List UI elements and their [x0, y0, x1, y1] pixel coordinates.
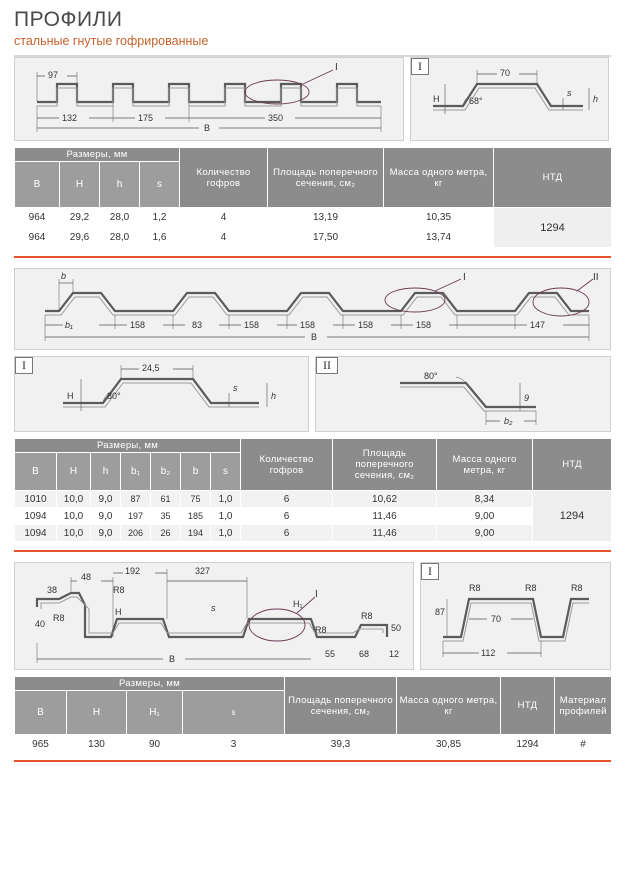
cell-H1: 90 — [127, 735, 183, 754]
profile-drawing-1 — [14, 57, 404, 141]
cell-area: 11,46 — [333, 525, 437, 542]
svg-text:s: s — [233, 383, 238, 393]
cell-ntd: 1294 — [494, 208, 612, 248]
cell-H: 29,2 — [60, 208, 100, 228]
svg-text:80°: 80° — [424, 371, 438, 381]
svg-text:70: 70 — [500, 68, 511, 78]
detail-badge-I: I — [15, 357, 33, 374]
svg-text:H: H — [67, 391, 74, 401]
cell-material: # — [555, 735, 612, 754]
cell-area: 17,50 — [268, 228, 384, 248]
table-row — [15, 491, 612, 508]
callout-label-I: I — [335, 62, 338, 73]
cell-mass: 30,85 — [397, 735, 501, 754]
group-header-ntd: НТД — [533, 439, 612, 491]
cell-H: 10,0 — [57, 491, 91, 508]
specs-table-1 — [14, 147, 612, 248]
subheader-H: H — [57, 453, 91, 491]
subheader-H: H — [67, 691, 127, 735]
svg-text:B: B — [169, 654, 176, 664]
svg-text:158: 158 — [300, 320, 316, 330]
cell-count: 6 — [241, 491, 333, 508]
svg-text:12: 12 — [389, 649, 400, 659]
group-header-ntd: НТД — [501, 677, 555, 735]
table-row — [15, 525, 612, 542]
cell-h: 9,0 — [91, 508, 121, 525]
cell-b: 75 — [181, 491, 211, 508]
page-header — [0, 0, 625, 49]
svg-text:I: I — [315, 589, 318, 600]
cell-area: 13,19 — [268, 208, 384, 228]
cell-count: 6 — [241, 508, 333, 525]
cell-H: 10,0 — [57, 525, 91, 542]
subheader-H1: H₁ — [127, 691, 183, 735]
drawing-row-1 — [14, 57, 611, 141]
table-row — [15, 508, 612, 525]
cell-mass: 9,00 — [437, 525, 533, 542]
group-header-sizes: Размеры, мм — [15, 677, 285, 691]
cell-count: 4 — [180, 228, 268, 248]
cell-count: 4 — [180, 208, 268, 228]
cell-b1: 197 — [121, 508, 151, 525]
cell-s: 1,0 — [211, 525, 241, 542]
cell-count: 6 — [241, 525, 333, 542]
svg-text:b₂: b₂ — [504, 416, 513, 426]
cell-B: 1094 — [15, 508, 57, 525]
subheader-H: H — [60, 162, 100, 208]
cell-b2: 61 — [151, 491, 181, 508]
detail-row-2 — [14, 356, 611, 432]
group-header-mass: Масса одного метра, кг — [437, 439, 533, 491]
cell-B: 965 — [15, 735, 67, 754]
cell-B: 1010 — [15, 491, 57, 508]
group-header-area: Площадь поперечного сечения, см₂ — [333, 439, 437, 491]
cell-area: 11,46 — [333, 508, 437, 525]
cell-mass: 9,00 — [437, 508, 533, 525]
drawing-row-3 — [14, 562, 611, 670]
cell-h: 9,0 — [91, 491, 121, 508]
specs-table-2 — [14, 438, 612, 542]
group-header-mass: Масса одного метра, кг — [397, 677, 501, 735]
svg-text:h: h — [271, 391, 277, 401]
group-header-area: Площадь поперечного сечения, см₂ — [268, 148, 384, 208]
svg-text:40: 40 — [35, 619, 46, 629]
detail-svg-2b — [316, 357, 610, 431]
profile-block-1 — [14, 57, 611, 248]
svg-text:48: 48 — [81, 572, 92, 582]
subheader-s: s — [183, 691, 285, 735]
svg-text:97: 97 — [48, 70, 59, 80]
svg-text:38: 38 — [47, 585, 58, 595]
cell-mass: 8,34 — [437, 491, 533, 508]
svg-text:b₁: b₁ — [65, 320, 73, 330]
group-header-sizes: Размеры, мм — [15, 148, 180, 162]
svg-text:83: 83 — [192, 320, 203, 330]
cell-h: 9,0 — [91, 525, 121, 542]
cell-H: 29,6 — [60, 228, 100, 248]
cell-mass: 13,74 — [384, 228, 494, 248]
page-subtitle: стальные гнутые гофрированные — [14, 34, 209, 48]
group-header-sizes: Размеры, мм — [15, 439, 241, 453]
svg-text:H: H — [433, 94, 440, 104]
cell-area: 10,62 — [333, 491, 437, 508]
group-header-material: Материал профилей — [555, 677, 612, 735]
svg-text:R8: R8 — [469, 583, 481, 593]
svg-text:350: 350 — [268, 113, 284, 123]
svg-text:s: s — [567, 88, 572, 98]
svg-text:158: 158 — [416, 320, 432, 330]
cell-s: 3 — [183, 735, 285, 754]
svg-text:55: 55 — [325, 649, 336, 659]
svg-text:R8: R8 — [571, 583, 583, 593]
cell-b1: 206 — [121, 525, 151, 542]
block-separator-1 — [14, 256, 611, 258]
group-header-count: Количество гофров — [180, 148, 268, 208]
cell-B: 964 — [15, 208, 60, 228]
subheader-h: h — [100, 162, 140, 208]
svg-text:158: 158 — [244, 320, 260, 330]
svg-text:68: 68 — [359, 649, 370, 659]
cell-s: 1,0 — [211, 491, 241, 508]
profile-drawing-2 — [14, 268, 611, 350]
table-row — [15, 735, 612, 754]
svg-text:s: s — [211, 603, 216, 613]
block-separator-2 — [14, 550, 611, 552]
svg-text:132: 132 — [62, 113, 78, 123]
svg-text:24,5: 24,5 — [142, 363, 160, 373]
page-title: ПРОФИЛИ — [14, 8, 123, 31]
svg-text:70: 70 — [491, 614, 502, 624]
table-header-row — [15, 439, 612, 453]
svg-text:b: b — [61, 271, 67, 281]
cell-b1: 87 — [121, 491, 151, 508]
svg-text:I: I — [463, 272, 466, 283]
detail-badge-I: I — [411, 58, 429, 75]
specs-table-3 — [14, 676, 612, 754]
svg-text:68°: 68° — [469, 96, 483, 106]
subheader-b1: b₁ — [121, 453, 151, 491]
svg-text:327: 327 — [195, 566, 211, 576]
svg-text:147: 147 — [530, 320, 546, 330]
profile-drawing-3 — [14, 562, 414, 670]
svg-text:B: B — [311, 332, 318, 342]
svg-text:112: 112 — [481, 648, 496, 658]
cell-s: 1,0 — [211, 508, 241, 525]
svg-text:80°: 80° — [107, 391, 121, 401]
svg-text:R8: R8 — [53, 613, 65, 623]
svg-text:192: 192 — [125, 566, 141, 576]
detail-svg-1 — [411, 58, 608, 140]
subheader-B: B — [15, 691, 67, 735]
cell-B: 964 — [15, 228, 60, 248]
table-row — [15, 208, 612, 228]
svg-text:158: 158 — [358, 320, 374, 330]
detail-badge-II: II — [316, 357, 338, 374]
cell-h: 28,0 — [100, 228, 140, 248]
detail-svg-2a — [15, 357, 308, 431]
table-header-row — [15, 677, 612, 691]
subheader-B: B — [15, 453, 57, 491]
svg-text:175: 175 — [138, 113, 154, 123]
subheader-B: B — [15, 162, 60, 208]
svg-text:h: h — [593, 94, 599, 104]
svg-text:B: B — [204, 123, 211, 133]
cell-mass: 10,35 — [384, 208, 494, 228]
profile-block-2 — [14, 268, 611, 542]
cell-b: 185 — [181, 508, 211, 525]
group-header-mass: Масса одного метра, кг — [384, 148, 494, 208]
cell-s: 1,6 — [140, 228, 180, 248]
detail-svg-3 — [421, 563, 610, 669]
table-header-row — [15, 148, 612, 162]
svg-text:R8: R8 — [525, 583, 537, 593]
svg-text:50: 50 — [391, 623, 402, 633]
svg-text:9: 9 — [524, 393, 530, 403]
cell-b2: 35 — [151, 508, 181, 525]
subheader-h: h — [91, 453, 121, 491]
cell-H: 10,0 — [57, 508, 91, 525]
svg-text:H₁: H₁ — [293, 599, 303, 609]
profile-block-3 — [14, 562, 611, 754]
cell-H: 130 — [67, 735, 127, 754]
cell-s: 1,2 — [140, 208, 180, 228]
svg-text:158: 158 — [130, 320, 146, 330]
cell-ntd: 1294 — [501, 735, 555, 754]
subheader-s: s — [140, 162, 180, 208]
svg-text:R8: R8 — [361, 611, 373, 621]
subheader-s: s — [211, 453, 241, 491]
svg-text:H: H — [115, 607, 122, 617]
profile-detail-3 — [420, 562, 611, 670]
svg-text:II: II — [593, 272, 599, 283]
svg-text:R8: R8 — [113, 585, 125, 595]
subheader-b: b — [181, 453, 211, 491]
profile-section-svg-2 — [15, 269, 610, 349]
group-header-area: Площадь поперечного сечения, см₂ — [285, 677, 397, 735]
profile-section-svg-3 — [15, 563, 413, 669]
svg-text:87: 87 — [435, 607, 446, 617]
block-separator-3 — [14, 760, 611, 762]
profile-section-svg-1 — [15, 58, 403, 140]
svg-text:R8: R8 — [315, 625, 327, 635]
cell-ntd: 1294 — [533, 491, 612, 542]
detail-badge-I: I — [421, 563, 439, 580]
cell-area: 39,3 — [285, 735, 397, 754]
profile-detail-2b — [315, 356, 611, 432]
cell-B: 1094 — [15, 525, 57, 542]
subheader-b2: b₂ — [151, 453, 181, 491]
profile-detail-1 — [410, 57, 609, 141]
cell-b2: 26 — [151, 525, 181, 542]
cell-b: 194 — [181, 525, 211, 542]
profile-detail-2a — [14, 356, 309, 432]
group-header-ntd: НТД — [494, 148, 612, 208]
cell-h: 28,0 — [100, 208, 140, 228]
group-header-count: Количество гофров — [241, 439, 333, 491]
